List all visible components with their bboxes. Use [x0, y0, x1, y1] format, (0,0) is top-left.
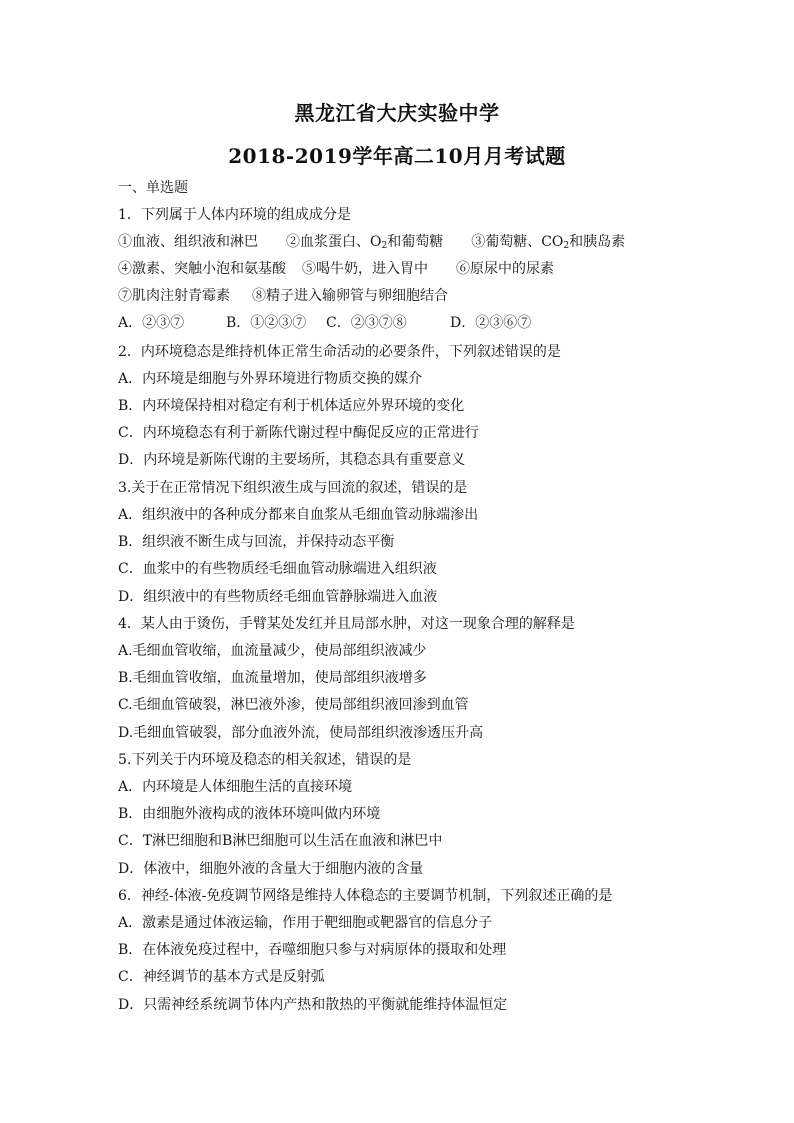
q3-option-b: B．组织液不断生成与回流，并保持动态平衡	[118, 534, 395, 550]
q5-option-a: A．内环境是人体细胞生活的直接环境	[118, 779, 353, 795]
q1-item-6: ⑥原尿中的尿素	[456, 261, 554, 277]
q1-items-row-3	[118, 287, 448, 305]
q2-option-b: B．内环境保持相对稳定有利于机体适应外界环境的变化	[118, 398, 465, 414]
q6-option-a: A．激素是通过体液运输，作用于靶细胞或靶器官的信息分子	[118, 915, 493, 931]
q1-option-d: D．②③⑥⑦	[450, 315, 532, 331]
q3-option-a: A．组织液中的各种成分都来自血浆从毛细血管动脉端渗出	[118, 507, 479, 523]
q5-stem: 5.下列关于内环境及稳态的相关叙述，错误的是	[118, 752, 412, 768]
q1-item-4: ④激素、突触小泡和氨基酸	[118, 261, 286, 277]
q1-option-c: C．②③⑦⑧	[326, 315, 407, 331]
q3-option-c: C．血浆中的有些物质经毛细血管动脉端进入组织液	[118, 561, 437, 577]
q6-option-c: C．神经调节的基本方式是反射弧	[118, 969, 325, 985]
q1-option-b: B．①②③⑦	[226, 315, 307, 331]
q5-option-d: D．体液中，细胞外液的含量大于细胞内液的含量	[118, 861, 424, 877]
section-heading: 一、单选题	[118, 180, 188, 196]
q1-item-8: ⑧精子进入输卵管与卵细胞结合	[252, 288, 448, 304]
q2-option-a: A．内环境是细胞与外界环境进行物质交换的媒介	[118, 371, 423, 387]
q2-option-c: C．内环境稳态有利于新陈代谢过程中酶促反应的正常进行	[118, 425, 479, 441]
exam-title: 2018-2019学年高二10月月考试题	[228, 144, 566, 168]
q6-stem: 6．神经-体液-免疫调节网络是维持人体稳态的主要调节机制，下列叙述正确的是	[118, 888, 613, 904]
school-title: 黑龙江省大庆实验中学	[294, 101, 500, 125]
q4-option-d: D.毛细血管破裂，部分血液外流，使局部组织液渗透压升高	[118, 725, 484, 741]
q1-item-2: ②血浆蛋白、$O_2$和葡萄糖	[286, 234, 444, 251]
q3-option-d: D．组织液中的有些物质经毛细血管静脉端进入血液	[118, 589, 438, 605]
q4-option-c: C.毛细血管破裂，淋巴液外渗，使局部组织液回渗到血管	[118, 697, 469, 713]
q1-item-5: ⑤喝牛奶，进入胃中	[302, 261, 428, 277]
q2-option-d: D．内环境是新陈代谢的主要场所，其稳态具有重要意义	[118, 452, 466, 468]
q2-stem: 2．内环境稳态是维持机体正常生命活动的必要条件，下列叙述错误的是	[118, 344, 561, 360]
q1-items-row-1	[118, 233, 625, 251]
q4-option-b: B.毛细血管收缩，血流量增加，使局部组织液增多	[118, 670, 427, 686]
q4-option-a: A.毛细血管收缩，血流量减少，使局部组织液减少	[118, 643, 427, 659]
q1-options	[118, 314, 531, 332]
q1-item-7: ⑦肌肉注射青霉素	[118, 288, 230, 304]
q1-option-a: A．②③⑦	[118, 315, 185, 331]
q5-option-b: B．由细胞外液构成的液体环境叫做内环境	[118, 806, 381, 822]
q5-option-c: C．T淋巴细胞和B淋巴细胞可以生活在血液和淋巴中	[118, 833, 443, 849]
q1-items-row-2	[118, 260, 554, 278]
q3-stem: 3.关于在正常情况下组织液生成与回流的叙述，错误的是	[118, 480, 468, 496]
q1-item-3: ③葡萄糖、$CO_2$和胰岛素	[471, 234, 626, 251]
q6-option-d: D．只需神经系统调节体内产热和散热的平衡就能维持体温恒定	[118, 997, 508, 1013]
q4-stem: 4．某人由于烫伤，手臂某处发红并且局部水肿，对这一现象合理的解释是	[118, 616, 575, 632]
q1-item-1: ①血液、组织液和淋巴	[118, 234, 258, 250]
q6-option-b: B．在体液免疫过程中，吞噬细胞只参与对病原体的摄取和处理	[118, 942, 507, 958]
q1-stem: 1．下列属于人体内环境的组成成分是	[118, 207, 351, 223]
